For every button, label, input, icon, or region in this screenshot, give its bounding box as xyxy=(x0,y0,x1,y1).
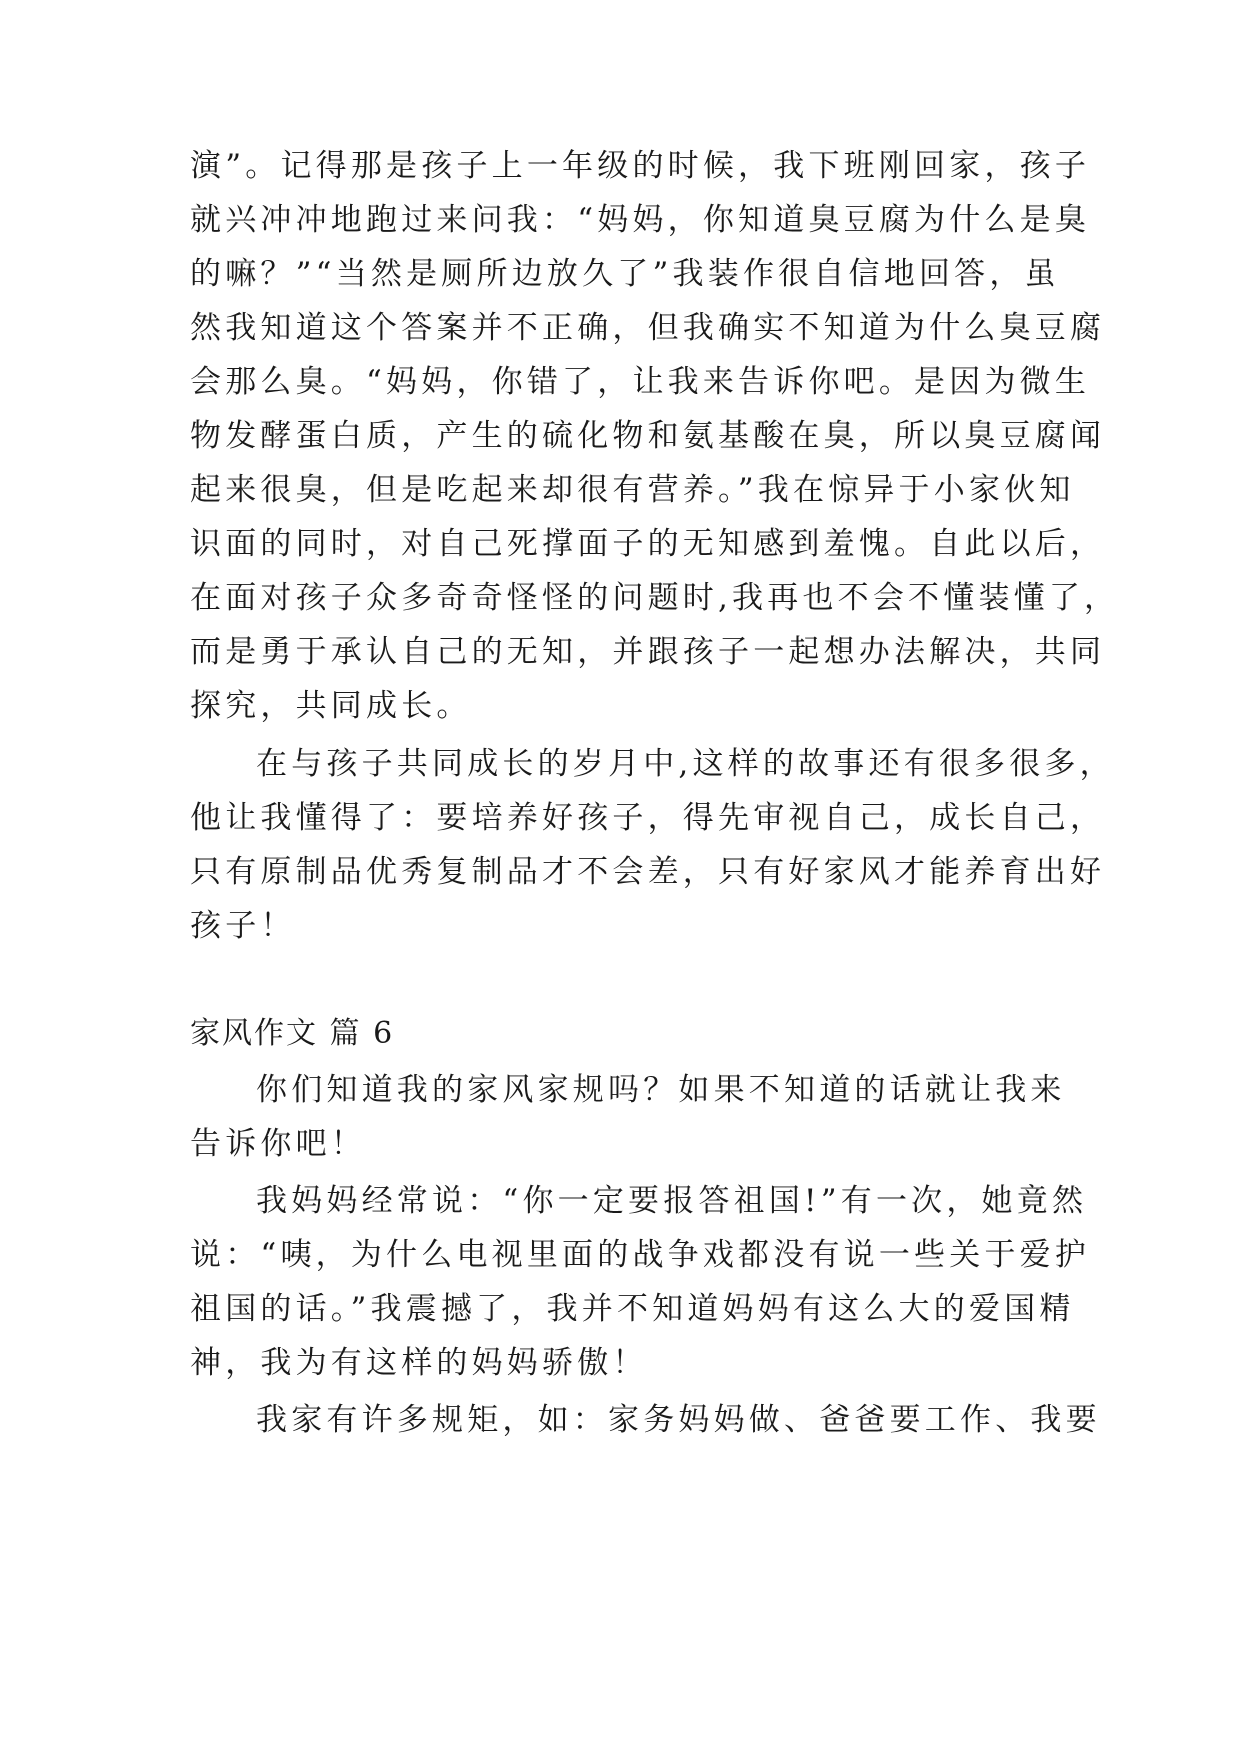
text-line: 他让我懂得了：要培养好孩子，得先审视自己，成长自己， xyxy=(190,800,1106,836)
text-line: 只有原制品优秀复制品才不会差，只有好家风才能养育出好 xyxy=(190,854,1106,890)
essay-heading: 家风作文 篇 6 xyxy=(190,1016,395,1051)
text-line: 祖国的话。”我震撼了，我并不知道妈妈有这么大的爱国精 xyxy=(190,1291,1075,1327)
text-line: 物发酵蛋白质，产生的硫化物和氨基酸在臭，所以臭豆腐闻 xyxy=(190,418,1106,454)
text-line: 探究，共同成长。 xyxy=(190,688,472,724)
text-line: 你们知道我的家风家规吗？如果不知道的话就让我来 xyxy=(256,1072,1066,1108)
text-line: 就兴冲冲地跑过来问我：“妈妈，你知道臭豆腐为什么是臭 xyxy=(190,202,1091,238)
text-line: 起来很臭，但是吃起来却很有营养。”我在惊异于小家伙知 xyxy=(190,472,1075,508)
text-line: 识面的同时，对自己死撑面子的无知感到羞愧。自此以后， xyxy=(190,526,1106,562)
text-line: 孩子！ xyxy=(190,908,296,944)
text-line: 神，我为有这样的妈妈骄傲！ xyxy=(190,1345,648,1381)
text-line: 而是勇于承认自己的无知，并跟孩子一起想办法解决，共同 xyxy=(190,634,1106,670)
text-line: 我家有许多规矩，如：家务妈妈做、爸爸要工作、我要 xyxy=(256,1402,1101,1438)
text-line: 我妈妈经常说：“你一定要报答祖国!”有一次，她竟然 xyxy=(256,1183,1088,1219)
text-line: 说：“咦，为什么电视里面的战争戏都没有说一些关于爱护 xyxy=(190,1237,1091,1273)
text-line: 告诉你吧！ xyxy=(190,1126,366,1162)
text-line: 然我知道这个答案并不正确，但我确实不知道为什么臭豆腐 xyxy=(190,310,1106,346)
text-line: 演”。记得那是孩子上一年级的时候，我下班刚回家，孩子 xyxy=(190,148,1091,184)
text-line: 在与孩子共同成长的岁月中,这样的故事还有很多很多， xyxy=(256,746,1115,782)
text-line: 的嘛？”“当然是厕所边放久了”我装作很自信地回答，虽 xyxy=(190,256,1060,292)
text-line: 会那么臭。“妈妈，你错了，让我来告诉你吧。是因为微生 xyxy=(190,364,1091,400)
text-line: 在面对孩子众多奇奇怪怪的问题时,我再也不会不懂装懂了， xyxy=(190,580,1120,616)
